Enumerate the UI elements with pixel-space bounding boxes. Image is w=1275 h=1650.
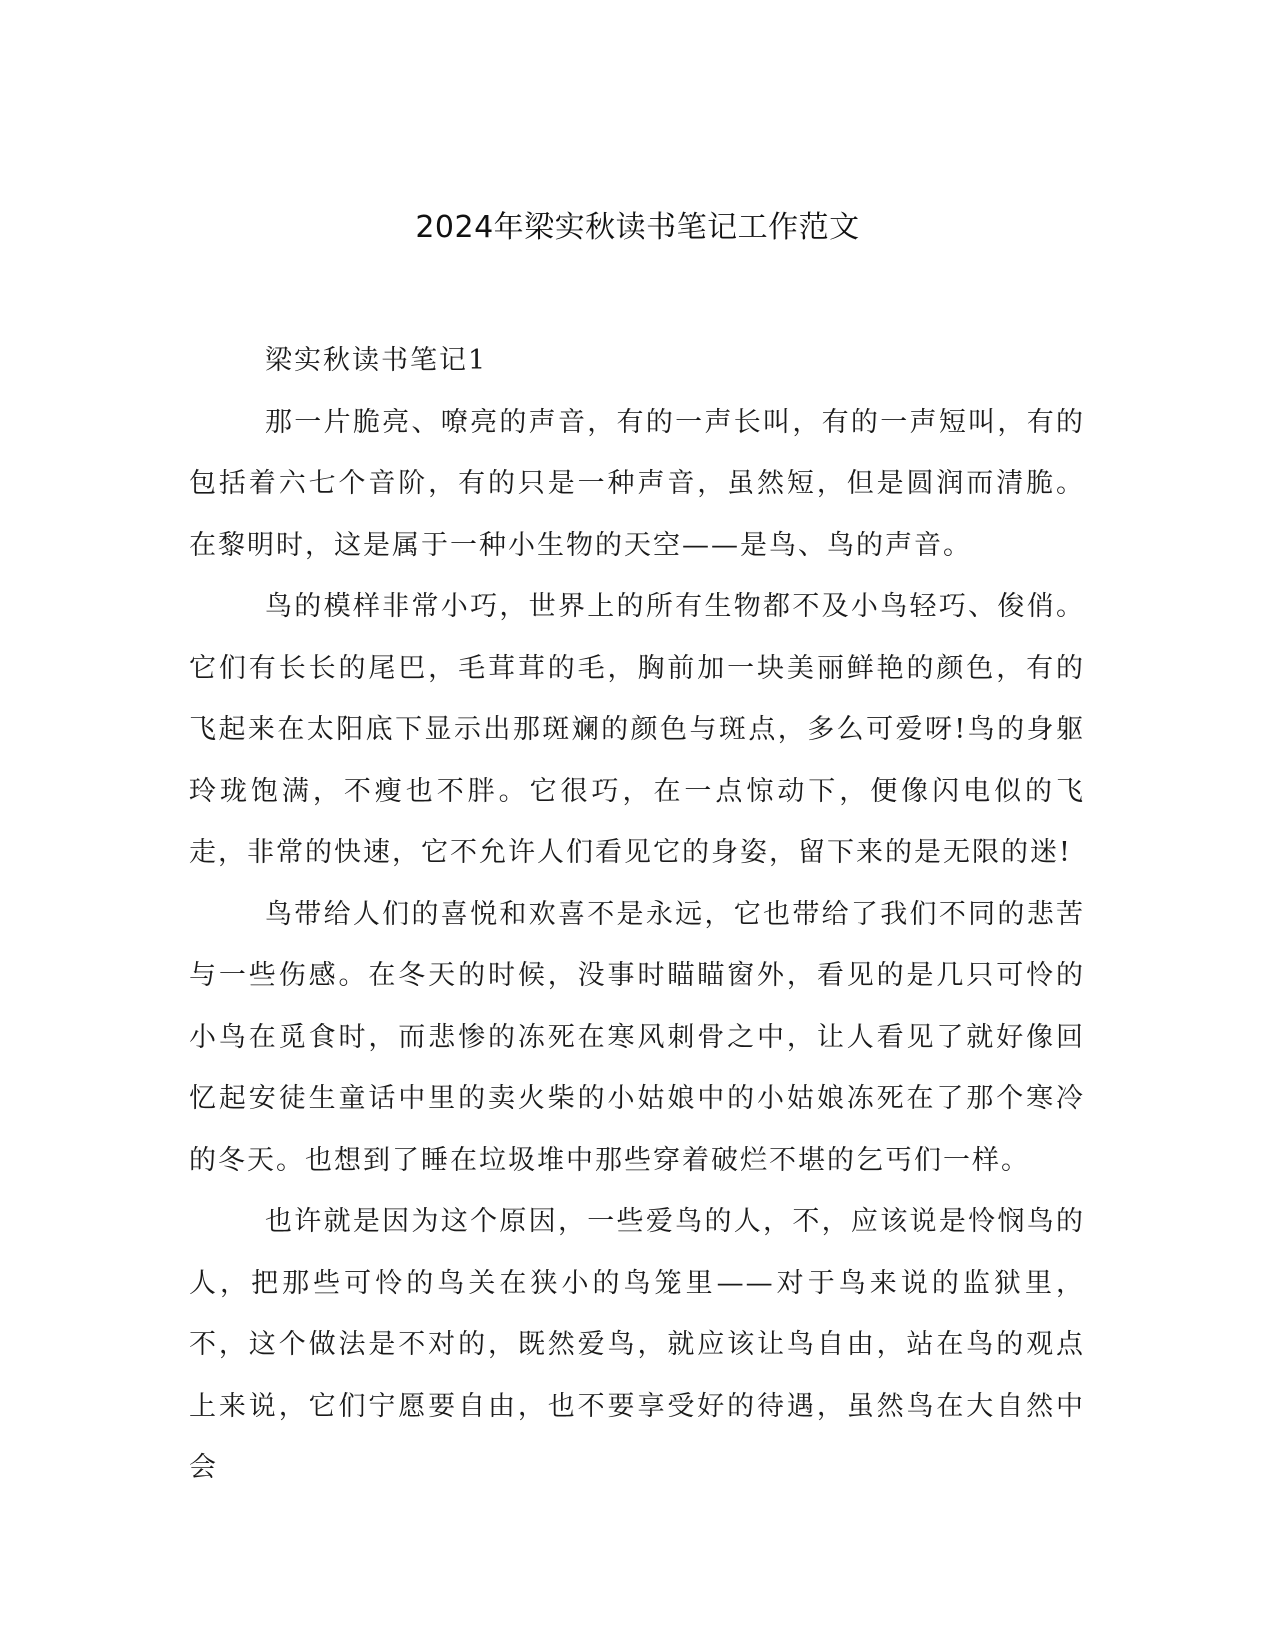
paragraph: 也许就是因为这个原因，一些爱鸟的人，不，应该说是怜悯鸟的人，把那些可怜的鸟关在狭小的鸟笼里——对于鸟来说的监狱里，不，这个做法是不对的，既然爱鸟，就应该让鸟自由，站在鸟的观点上来说，它们宁愿要自由，也不要享受好的待遇，虽然鸟在大自然中会 bbox=[189, 1206, 1085, 1483]
document-body bbox=[189, 330, 1085, 1499]
paragraph: 鸟的模样非常小巧，世界上的所有生物都不及小鸟轻巧、俊俏。它们有长长的尾巴，毛茸茸的毛，胸前加一块美丽鲜艳的颜色，有的飞起来在太阳底下显示出那斑斓的颜色与斑点，多么可爱呀!鸟的身躯玲珑饱满，不瘦也不胖。它很巧，在一点惊动下，便像闪电似的飞走，非常的快速，它不允许人们看见它的身姿，留下来的是无限的迷! bbox=[189, 591, 1085, 868]
document-title: 2024年梁实秋读书笔记工作范文 bbox=[415, 210, 860, 245]
paragraph: 那一片脆亮、嘹亮的声音，有的一声长叫，有的一声短叫，有的包括着六七个音阶，有的只是一种声音，虽然短，但是圆润而清脆。在黎明时，这是属于一种小生物的天空——是鸟、鸟的声音。 bbox=[189, 406, 1085, 561]
section-heading: 梁实秋读书笔记1 bbox=[265, 345, 488, 376]
paragraph: 鸟带给人们的喜悦和欢喜不是永远，它也带给了我们不同的悲苦与一些伤感。在冬天的时候，没事时瞄瞄窗外，看见的是几只可怜的小鸟在觅食时，而悲惨的冻死在寒风刺骨之中，让人看见了就好像回忆起安徒生童话中里的卖火柴的小姑娘中的小姑娘冻死在了那个寒冷的冬天。也想到了睡在垃圾堆中那些穿着破烂不堪的乞丐们一样。 bbox=[189, 898, 1085, 1176]
